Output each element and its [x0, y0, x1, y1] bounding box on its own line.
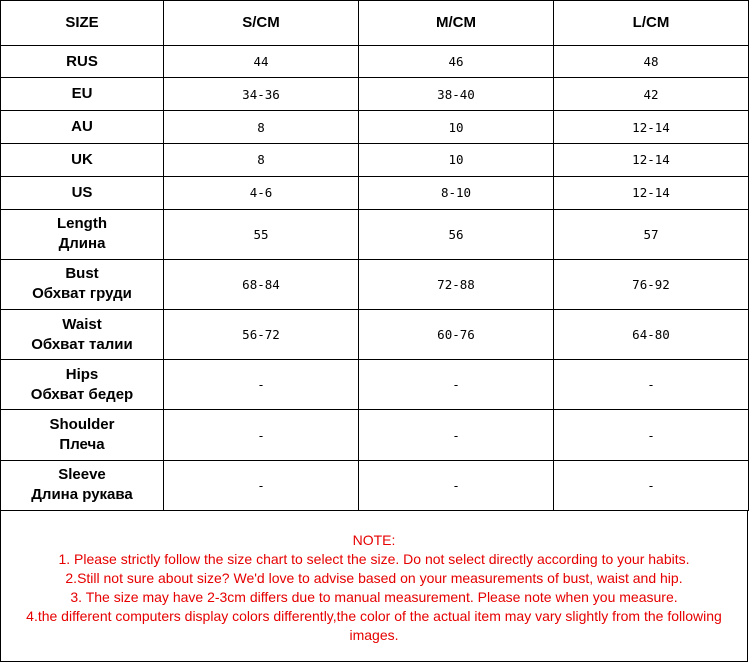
cell-l: - [554, 360, 749, 410]
cell-l: 12-14 [554, 176, 749, 209]
table-row [1, 78, 749, 111]
cell-m: 56 [359, 209, 554, 259]
row-label [1, 460, 164, 510]
cell-s: 34-36 [164, 78, 359, 111]
table-row [1, 410, 749, 460]
cell-m: 10 [359, 111, 554, 144]
cell-l: 57 [554, 209, 749, 259]
table-row [1, 209, 749, 259]
cell-m: - [359, 410, 554, 460]
header-size: SIZE [1, 1, 164, 46]
cell-m: - [359, 460, 554, 510]
row-label [1, 176, 164, 209]
table-row [1, 111, 749, 144]
row-label-en: Bust [65, 265, 99, 283]
row-label [1, 209, 164, 259]
header-l-cm: L/CM [554, 1, 749, 46]
cell-m: 72-88 [359, 259, 554, 309]
table-row [1, 310, 749, 360]
row-label-ru: Длина рукава [31, 486, 133, 504]
row-label [1, 310, 164, 360]
header-s-cm: S/CM [164, 1, 359, 46]
row-label [1, 46, 164, 78]
cell-s: - [164, 460, 359, 510]
row-label-ru: Обхват талии [31, 335, 133, 353]
row-label-en: US [71, 183, 93, 201]
cell-l: 76-92 [554, 259, 749, 309]
row-label-en: AU [71, 118, 93, 136]
note-title: NOTE: [352, 532, 396, 548]
cell-s: 55 [164, 209, 359, 259]
row-label-ru: Плеча [59, 436, 105, 454]
table-row [1, 259, 749, 309]
row-label [1, 144, 164, 176]
cell-s: 56-72 [164, 310, 359, 360]
cell-m: 10 [359, 144, 554, 176]
cell-l: 48 [554, 46, 749, 78]
cell-m: 8-10 [359, 176, 554, 209]
cell-m: 46 [359, 46, 554, 78]
note-line-2: 2.Still not sure about size? We'd love to advise based on your measurements of bust, waist and hip. [65, 570, 683, 586]
row-label-en: EU [71, 85, 93, 103]
row-label [1, 259, 164, 309]
row-label-en: Waist [62, 315, 102, 333]
row-label-ru: Обхват бедер [30, 385, 134, 403]
row-label-en: Length [57, 215, 107, 233]
row-label-en: Sleeve [58, 466, 106, 484]
row-label-en: UK [71, 150, 93, 168]
table-row [1, 144, 749, 176]
row-label-en: Hips [65, 365, 99, 383]
table-row [1, 176, 749, 209]
note-line-4: 4.the different computers display colors differently,the color of the actual item may vary slightly from the following images. [26, 608, 722, 643]
cell-s: 44 [164, 46, 359, 78]
header-m-cm: M/CM [359, 1, 554, 46]
cell-l: 64-80 [554, 310, 749, 360]
cell-m: 60-76 [359, 310, 554, 360]
header-row [1, 1, 749, 46]
row-label [1, 360, 164, 410]
note-line-3: 3. The size may have 2-3cm differs due to manual measurement. Please note when you measure. [70, 589, 678, 605]
cell-s: 4-6 [164, 176, 359, 209]
table-row [1, 46, 749, 78]
row-label-en: RUS [66, 52, 98, 70]
notes-block [0, 511, 748, 662]
cell-s: - [164, 410, 359, 460]
table-row [1, 460, 749, 510]
cell-s: 8 [164, 144, 359, 176]
cell-m: - [359, 360, 554, 410]
cell-l: 12-14 [554, 111, 749, 144]
table-row [1, 360, 749, 410]
row-label [1, 78, 164, 111]
cell-s: - [164, 360, 359, 410]
cell-s: 68-84 [164, 259, 359, 309]
cell-l: 12-14 [554, 144, 749, 176]
row-label-en: Shoulder [49, 416, 115, 434]
cell-m: 38-40 [359, 78, 554, 111]
cell-s: 8 [164, 111, 359, 144]
cell-l: 42 [554, 78, 749, 111]
row-label [1, 111, 164, 144]
row-label [1, 410, 164, 460]
cell-l: - [554, 410, 749, 460]
row-label-ru: Обхват груди [32, 285, 132, 303]
cell-l: - [554, 460, 749, 510]
note-line-1: 1. Please strictly follow the size chart to select the size. Do not select directly according to your habits. [58, 551, 690, 567]
row-label-ru: Длина [58, 235, 106, 253]
